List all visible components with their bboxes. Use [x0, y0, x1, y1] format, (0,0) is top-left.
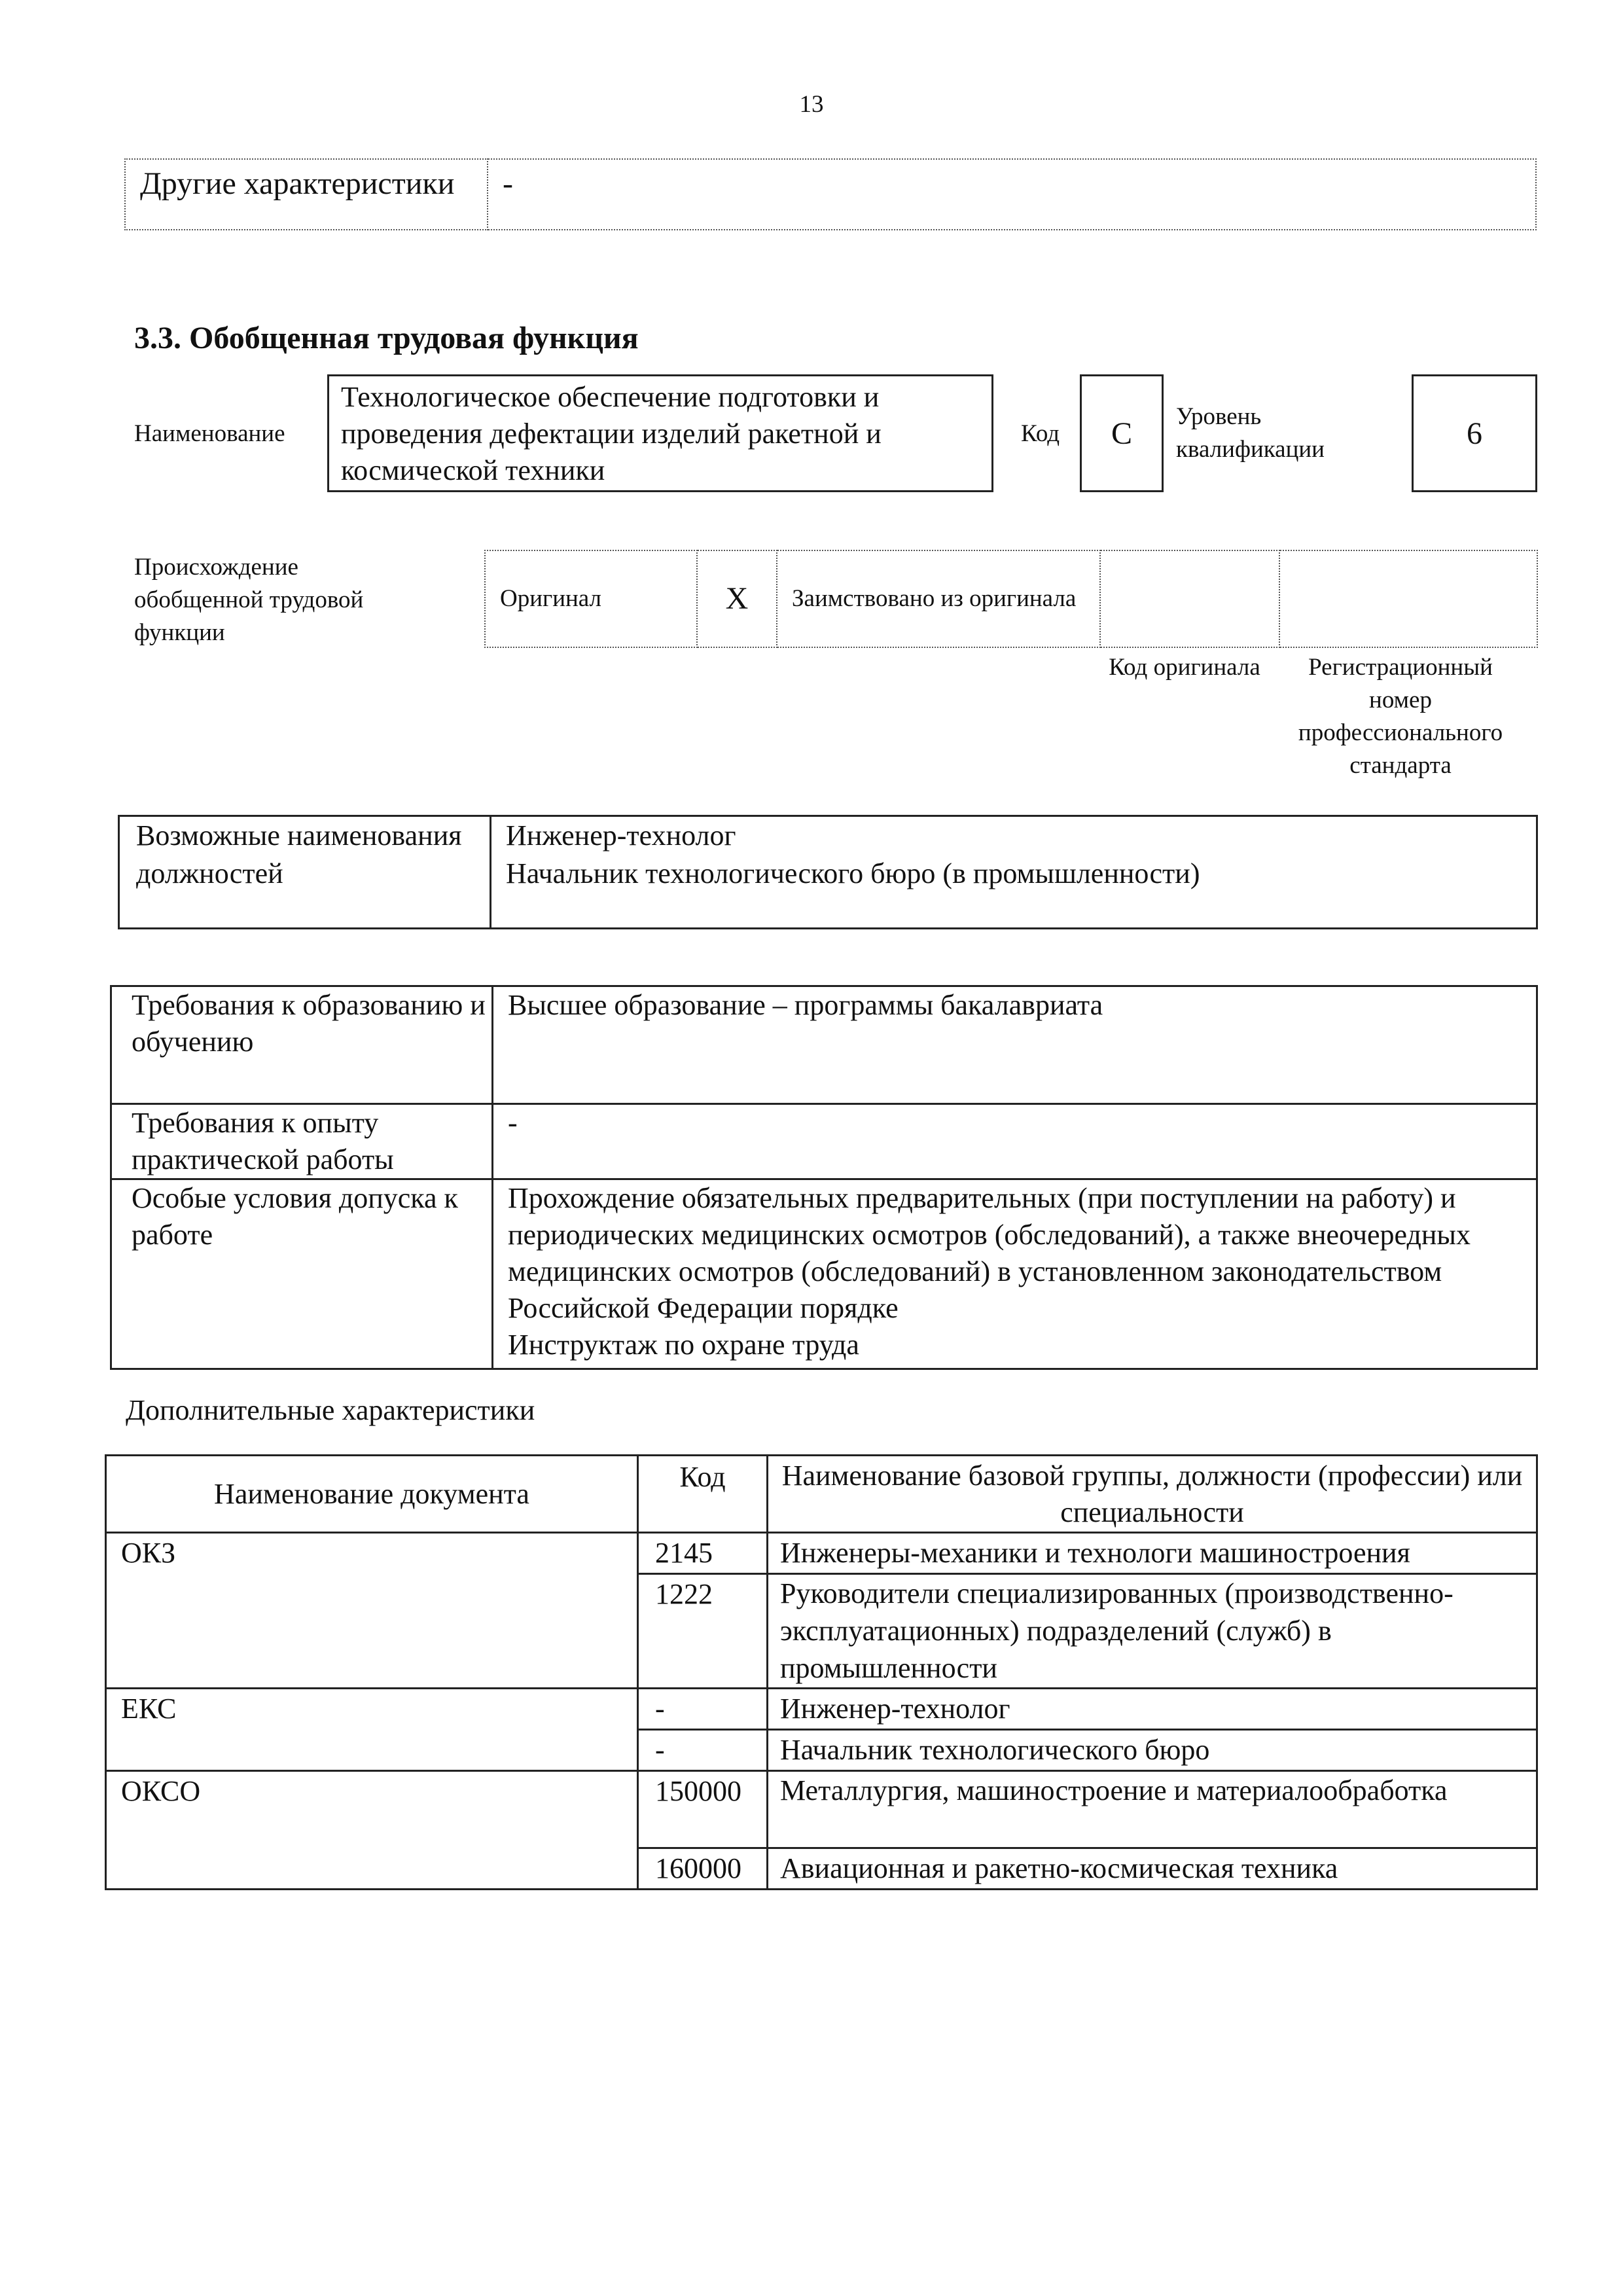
code-cell: 1222 [638, 1574, 768, 1689]
other-characteristics-value: - [488, 159, 1536, 230]
position-item: Начальник технологического бюро (в промышленности) [506, 857, 1200, 889]
doc-okso: ОКСО [106, 1771, 638, 1890]
req-conditions-text2: Инструктаж по охране труда [508, 1329, 859, 1361]
req-education-label: Требования к образованию и обучению [111, 986, 493, 1104]
page-number: 13 [799, 91, 824, 118]
doc-eks: ЕКС [106, 1689, 638, 1771]
doc-okz: ОКЗ [106, 1533, 638, 1689]
original-label: Оригинал [485, 550, 697, 647]
positions-label: Возможные наименования должностей [119, 816, 491, 929]
reg-number-caption: Регистрационный номер профессионального стандарта [1298, 654, 1503, 779]
code-original-cell [1100, 550, 1279, 647]
name-cell: Руководители специализированных (производственно-эксплуатационных) подразделений (служб) в промышленности [768, 1574, 1537, 1689]
additional-title: Дополнительные характеристики [126, 1394, 535, 1426]
positions-table [118, 815, 1538, 929]
header-code: Код [638, 1456, 768, 1533]
section-title: 3.3. Обобщенная трудовая функция [134, 321, 639, 355]
gtf-name-box [327, 374, 993, 492]
name-cell: Авиационная и ракетно-космическая техника [768, 1848, 1537, 1890]
req-conditions-label: Особые условия допуска к работе [111, 1179, 493, 1369]
header-name: Наименование базовой группы, должности (профессии) или специальности [768, 1456, 1537, 1533]
req-conditions-text: Прохождение обязательных предварительных (при поступлении на работу) и периодических медицинских осмотров (обследований), а также внеочередных медицинских осмотров (обследований) в установленном законодательством Российской Федерации порядке [508, 1182, 1471, 1324]
requirements-table [110, 985, 1538, 1370]
req-experience-label: Требования к опыту практической работы [111, 1104, 493, 1179]
borrowed-label: Заимствовано из оригинала [777, 550, 1100, 647]
position-item: Инженер-технолог [506, 819, 736, 852]
code-cell: 160000 [638, 1848, 768, 1890]
other-characteristics-label: Другие характеристики [125, 159, 488, 230]
code-original-caption: Код оригинала [1109, 654, 1260, 681]
req-experience-value: - [493, 1104, 1537, 1179]
name-cell: Инженеры-механики и технологи машиностроения [768, 1533, 1537, 1574]
code-value: C [1080, 374, 1164, 492]
level-label: Уровень квалификации [1176, 403, 1325, 463]
original-mark: X [697, 550, 777, 647]
positions-values [491, 816, 1537, 929]
name-label: Наименование [134, 420, 285, 447]
level-value: 6 [1412, 374, 1537, 492]
gtf-name-value: Технологическое обеспечение подготовки и проведения дефектации изделий ракетной и космической техники [341, 381, 882, 486]
code-cell: - [638, 1689, 768, 1730]
other-characteristics-table [124, 158, 1537, 230]
reg-number-cell [1279, 550, 1537, 647]
additional-table [105, 1454, 1538, 1890]
origin-table [484, 550, 1538, 648]
code-cell: - [638, 1730, 768, 1771]
code-cell: 2145 [638, 1533, 768, 1574]
name-cell: Инженер-технолог [768, 1689, 1537, 1730]
req-conditions-value [493, 1179, 1537, 1369]
code-label: Код [1021, 420, 1060, 447]
origin-label: Происхождение обобщенной трудовой функции [134, 554, 364, 646]
header-document: Наименование документа [106, 1456, 638, 1533]
name-cell: Металлургия, машиностроение и материалообработка [768, 1771, 1537, 1848]
name-cell: Начальник технологического бюро [768, 1730, 1537, 1771]
code-cell: 150000 [638, 1771, 768, 1848]
req-education-value: Высшее образование – программы бакалавриата [493, 986, 1537, 1104]
